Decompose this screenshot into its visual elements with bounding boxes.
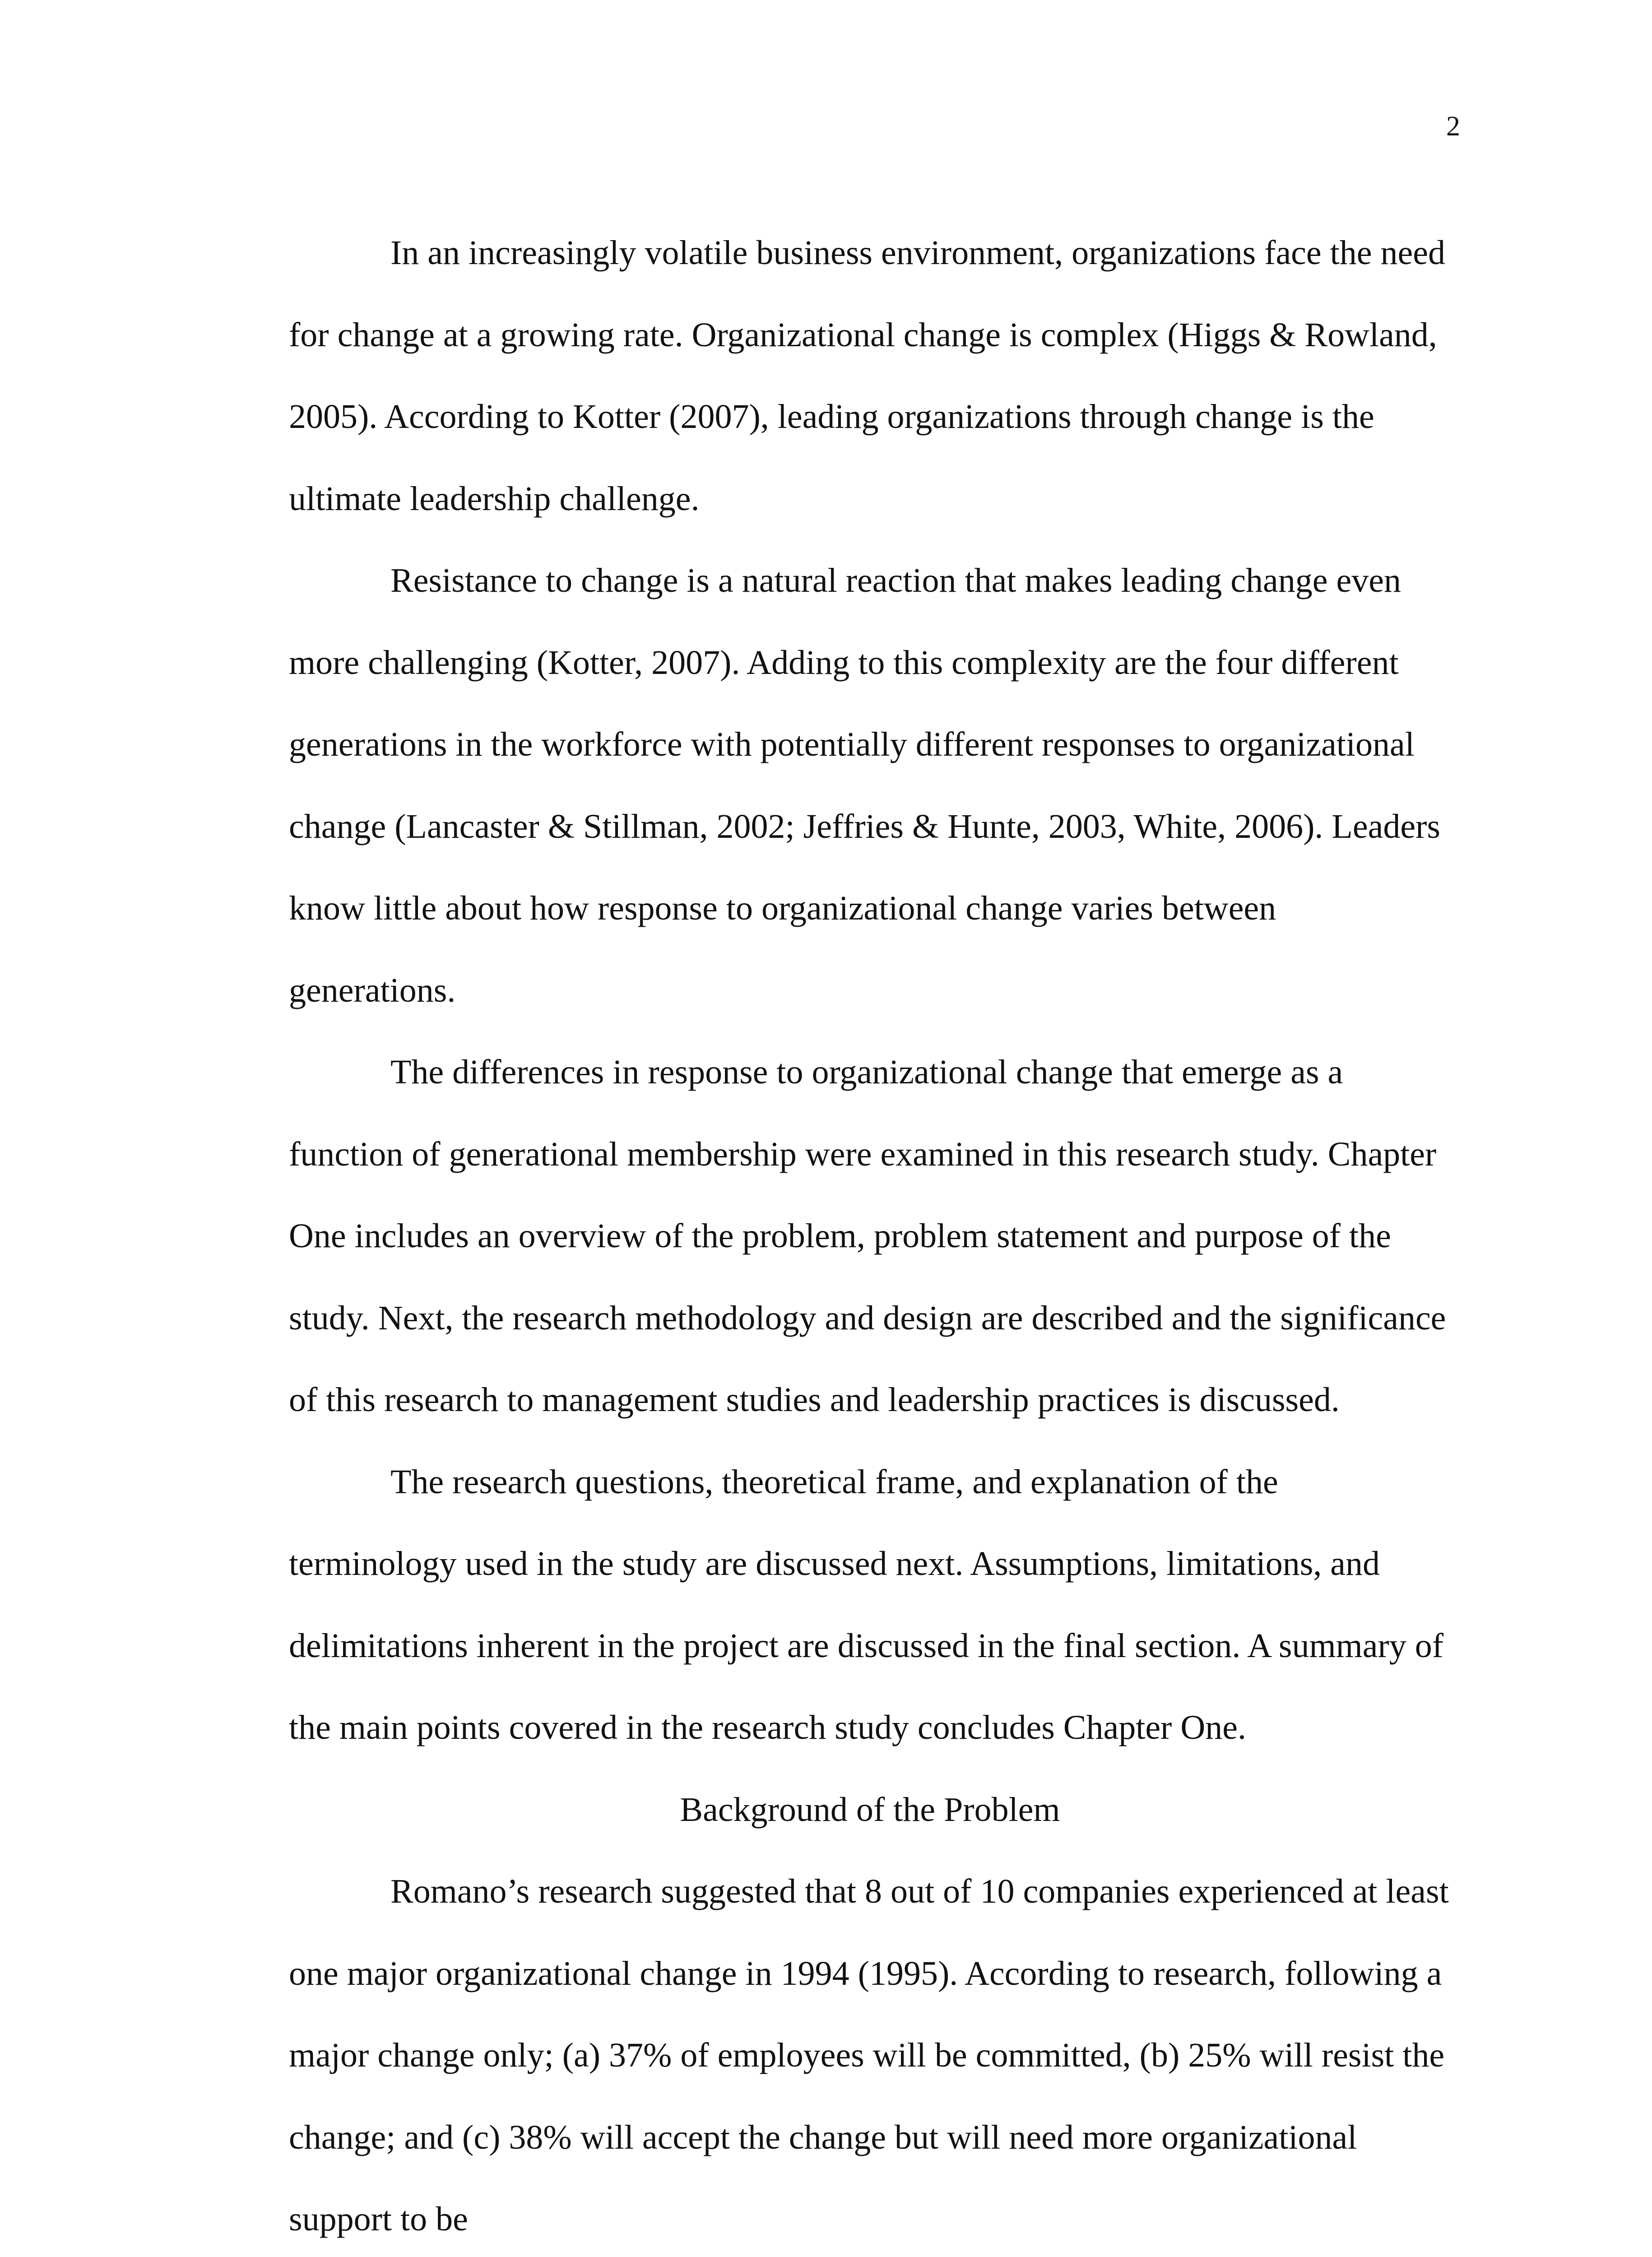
paragraph-intro-3: The differences in response to organizational change that emerge as a function of generational membership were examined in this research study. Chapter One includes an overview of the problem, problem statement and purpose of the study. Next, the research methodology and design are described and the significance of this research to management studies and leadership practices is discussed.	[289, 1053, 1446, 1419]
page-number: 2	[1446, 111, 1460, 142]
paragraph-intro-1: In an increasingly volatile business environment, organizations face the need for change at a growing rate. Organizational change is complex (Higgs & Rowland, 2005). According to Kotter (2007), leading organizations through change is the ultimate leadership challenge.	[289, 234, 1445, 518]
paragraph-intro-2: Resistance to change is a natural reaction that makes leading change even more challenging (Kotter, 2007). Adding to this complexity are the four different generations in the workforce with potentially different responses to organizational change (Lancaster & Stillman, 2002; Jeffries & Hunte, 2003, White, 2006). Leaders know little about how response to organizational change varies between generations.	[289, 562, 1440, 1009]
paragraph-intro-4: The research questions, theoretical frame, and explanation of the terminology used in the study are discussed next. Assumptions, limitations, and delimitations inherent in the project are discussed in the final section. A summary of the main points covered in the research study concludes Chapter One.	[289, 1463, 1444, 1746]
body-text	[289, 212, 1451, 2257]
paragraph-background-1: Romano’s research suggested that 8 out of 10 companies experienced at least one major organizational change in 1994 (1995). According to research, following a major change only; (a) 37% of employees will be committed, (b) 25% will resist the change; and (c) 38% will accept the change but will need more organizational support to be	[289, 1872, 1449, 2238]
section-heading: Background of the Problem	[680, 1790, 1060, 1829]
